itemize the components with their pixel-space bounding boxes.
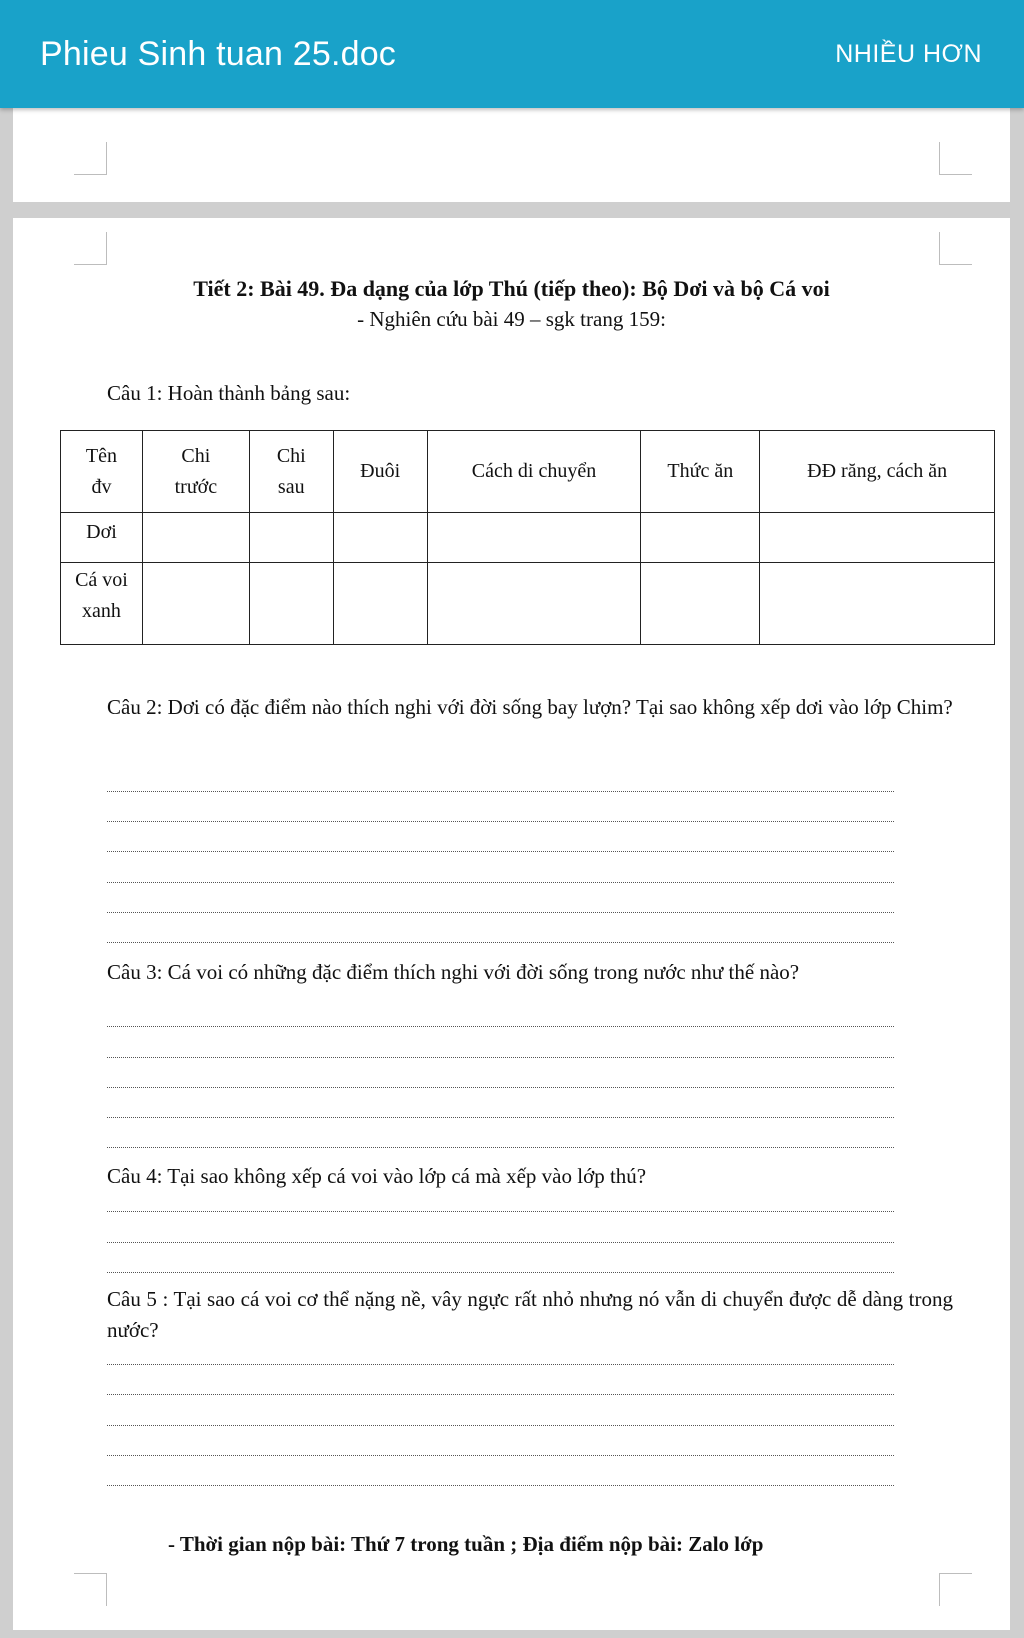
table-row-label: [61, 513, 143, 563]
table-row: [61, 513, 995, 563]
table-cell: [142, 513, 249, 563]
table-header-label: Chi trước: [174, 444, 218, 498]
table-header-cell: [333, 431, 427, 513]
table-cell: [427, 563, 641, 645]
answer-line: [107, 851, 894, 852]
answer-line: [107, 1057, 894, 1058]
lesson-heading: Tiết 2: Bài 49. Đa dạng của lớp Thú (tiếp theo): Bộ Dơi và bộ Cá voi: [193, 276, 830, 301]
table-header-cell: [427, 431, 641, 513]
table-header-cell: [142, 431, 249, 513]
page-corner-mark: [939, 142, 972, 175]
answer-line: [107, 912, 894, 913]
answer-line: [107, 1242, 894, 1243]
answer-line: [107, 1425, 894, 1426]
answer-line: [107, 821, 894, 822]
answer-line: [107, 1272, 894, 1273]
page-corner-mark: [74, 1573, 107, 1606]
page-corner-mark: [939, 232, 972, 265]
question-5: Câu 5 : Tại sao cá voi cơ thể nặng nề, vây ngực rất nhỏ nhưng nó vẫn di chuyển được dễ dàng trong nước?: [107, 1287, 953, 1342]
answer-line: [107, 1026, 894, 1027]
document-title: Phieu Sinh tuan 25.doc: [40, 34, 397, 73]
table-header-label: Thức ăn: [667, 460, 734, 482]
table-row-label-text: Cá voi xanh: [75, 569, 128, 622]
lesson-subheading: - Nghiên cứu bài 49 – sgk trang 159:: [357, 307, 666, 331]
table-header-cell: [249, 431, 333, 513]
answer-line: [107, 1117, 894, 1118]
answer-line: [107, 1087, 894, 1088]
table-cell: [760, 563, 995, 645]
document-page-2[interactable]: [13, 218, 1010, 1630]
table-header-label: ĐĐ răng, cách ăn: [807, 460, 948, 482]
answer-line: [107, 1364, 894, 1365]
page-corner-mark: [74, 232, 107, 265]
table-row-label: [61, 563, 143, 645]
table-header-label: Cách di chuyển: [471, 460, 597, 482]
app-bar: [0, 0, 1024, 108]
question-2: Câu 2: Dơi có đặc điểm nào thích nghi với đời sống bay lượn? Tại sao không xếp dơi vào lớp Chim?: [107, 695, 953, 719]
answer-line: [107, 1394, 894, 1395]
table-header-cell: [760, 431, 995, 513]
table-cell: [333, 563, 427, 645]
answer-table: [60, 430, 995, 645]
table-cell: [142, 563, 249, 645]
answer-line: [107, 1147, 894, 1148]
answer-line: [107, 1485, 894, 1486]
document-page-1: [13, 108, 1010, 202]
table-cell: [641, 563, 760, 645]
answer-line: [107, 791, 894, 792]
table-cell: [641, 513, 760, 563]
table-row: [61, 563, 995, 645]
page-corner-mark: [939, 1573, 972, 1606]
table-header-row: [61, 431, 995, 513]
table-cell: [249, 513, 333, 563]
table-header-cell: [641, 431, 760, 513]
table-row-label-text: Dơi: [86, 521, 117, 543]
answer-line: [107, 1455, 894, 1456]
more-button[interactable]: NHIỀU HƠN: [835, 39, 982, 68]
table-cell: [760, 513, 995, 563]
table-header-label: Chi sau: [276, 444, 306, 498]
question-1: Câu 1: Hoàn thành bảng sau:: [107, 381, 351, 405]
question-4: Câu 4: Tại sao không xếp cá voi vào lớp cá mà xếp vào lớp thú?: [107, 1164, 647, 1188]
table-cell: [333, 513, 427, 563]
submission-note: - Thời gian nộp bài: Thứ 7 trong tuần ; Địa điểm nộp bài: Zalo lớp: [168, 1532, 764, 1556]
table-header-label: Đuôi: [360, 460, 401, 482]
page-corner-mark: [74, 142, 107, 175]
table-cell: [427, 513, 641, 563]
answer-line: [107, 882, 894, 883]
answer-line: [107, 942, 894, 943]
table-cell: [249, 563, 333, 645]
question-3: Câu 3: Cá voi có những đặc điểm thích nghi với đời sống trong nước như thế nào?: [107, 960, 800, 984]
table-header-cell: [61, 431, 143, 513]
table-header-label: Tên đv: [85, 444, 117, 498]
answer-line: [107, 1211, 894, 1212]
